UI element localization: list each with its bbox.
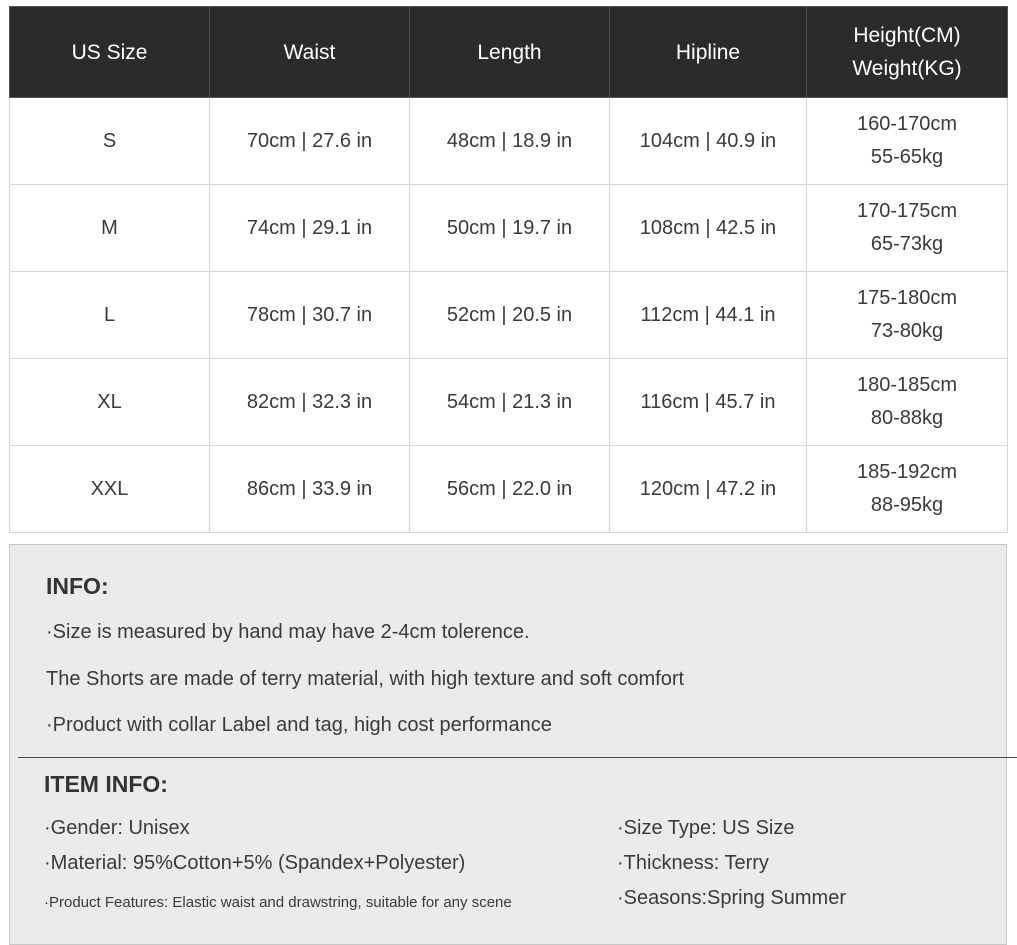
cell-length: 52cm | 20.5 in (410, 272, 610, 359)
header-weight: Weight(KG) (852, 57, 962, 80)
cell-weight: 80-88kg (870, 407, 944, 429)
table-row (10, 272, 1008, 359)
cell-height: 170-175cm (856, 200, 958, 222)
header-height: Height(CM) (853, 24, 961, 47)
cell-hipline: 108cm | 42.5 in (610, 185, 807, 272)
cell-waist: 74cm | 29.1 in (210, 185, 410, 272)
cell-length: 48cm | 18.9 in (410, 98, 610, 185)
item-material: ·Material: 95%Cotton+5% (Spandex+Polyester) (44, 852, 466, 874)
cell-waist: 82cm | 32.3 in (210, 359, 410, 446)
cell-height: 175-180cm (856, 287, 958, 309)
item-features: ·Product Features: Elastic waist and drawstring, suitable for any scene (44, 894, 512, 911)
cell-hipline: 112cm | 44.1 in (610, 272, 807, 359)
cell-weight: 88-95kg (870, 494, 944, 516)
cell-height-weight (807, 272, 1008, 359)
info-line-tolerance: ·Size is measured by hand may have 2-4cm tolerence. (46, 621, 530, 643)
info-line-label: ·Product with collar Label and tag, high cost performance (46, 714, 552, 736)
item-thickness: ·Thickness: Terry (617, 852, 769, 874)
cell-waist: 70cm | 27.6 in (210, 98, 410, 185)
cell-length: 54cm | 21.3 in (410, 359, 610, 446)
item-info-heading: ITEM INFO: (44, 771, 168, 797)
cell-hipline: 120cm | 47.2 in (610, 446, 807, 533)
header-us-size: US Size (10, 7, 210, 98)
item-size-type: ·Size Type: US Size (617, 817, 795, 839)
cell-height: 180-185cm (856, 374, 958, 396)
size-chart-table (9, 6, 1008, 533)
item-gender: ·Gender: Unisex (44, 817, 190, 839)
table-header-row (10, 7, 1008, 98)
table-row (10, 98, 1008, 185)
cell-waist: 78cm | 30.7 in (210, 272, 410, 359)
cell-size: S (10, 98, 210, 185)
info-line-material: The Shorts are made of terry material, with high texture and soft comfort (46, 668, 685, 690)
cell-height: 185-192cm (856, 461, 958, 483)
cell-hipline: 104cm | 40.9 in (610, 98, 807, 185)
cell-height-weight (807, 98, 1008, 185)
table-row (10, 446, 1008, 533)
info-heading: INFO: (46, 573, 109, 599)
header-waist: Waist (210, 7, 410, 98)
cell-size: L (10, 272, 210, 359)
cell-height-weight (807, 359, 1008, 446)
table-row (10, 359, 1008, 446)
section-divider (18, 757, 1017, 758)
header-hipline: Hipline (610, 7, 807, 98)
cell-height-weight (807, 446, 1008, 533)
cell-length: 50cm | 19.7 in (410, 185, 610, 272)
cell-size: XXL (10, 446, 210, 533)
cell-height-weight (807, 185, 1008, 272)
cell-height: 160-170cm (856, 113, 958, 135)
cell-length: 56cm | 22.0 in (410, 446, 610, 533)
info-panel (9, 544, 1007, 945)
cell-size: XL (10, 359, 210, 446)
cell-weight: 55-65kg (870, 146, 944, 168)
item-seasons: ·Seasons:Spring Summer (617, 887, 846, 909)
cell-hipline: 116cm | 45.7 in (610, 359, 807, 446)
header-height-weight (807, 7, 1008, 98)
cell-weight: 65-73kg (870, 233, 944, 255)
cell-waist: 86cm | 33.9 in (210, 446, 410, 533)
table-row (10, 185, 1008, 272)
cell-weight: 73-80kg (870, 320, 944, 342)
cell-size: M (10, 185, 210, 272)
header-length: Length (410, 7, 610, 98)
